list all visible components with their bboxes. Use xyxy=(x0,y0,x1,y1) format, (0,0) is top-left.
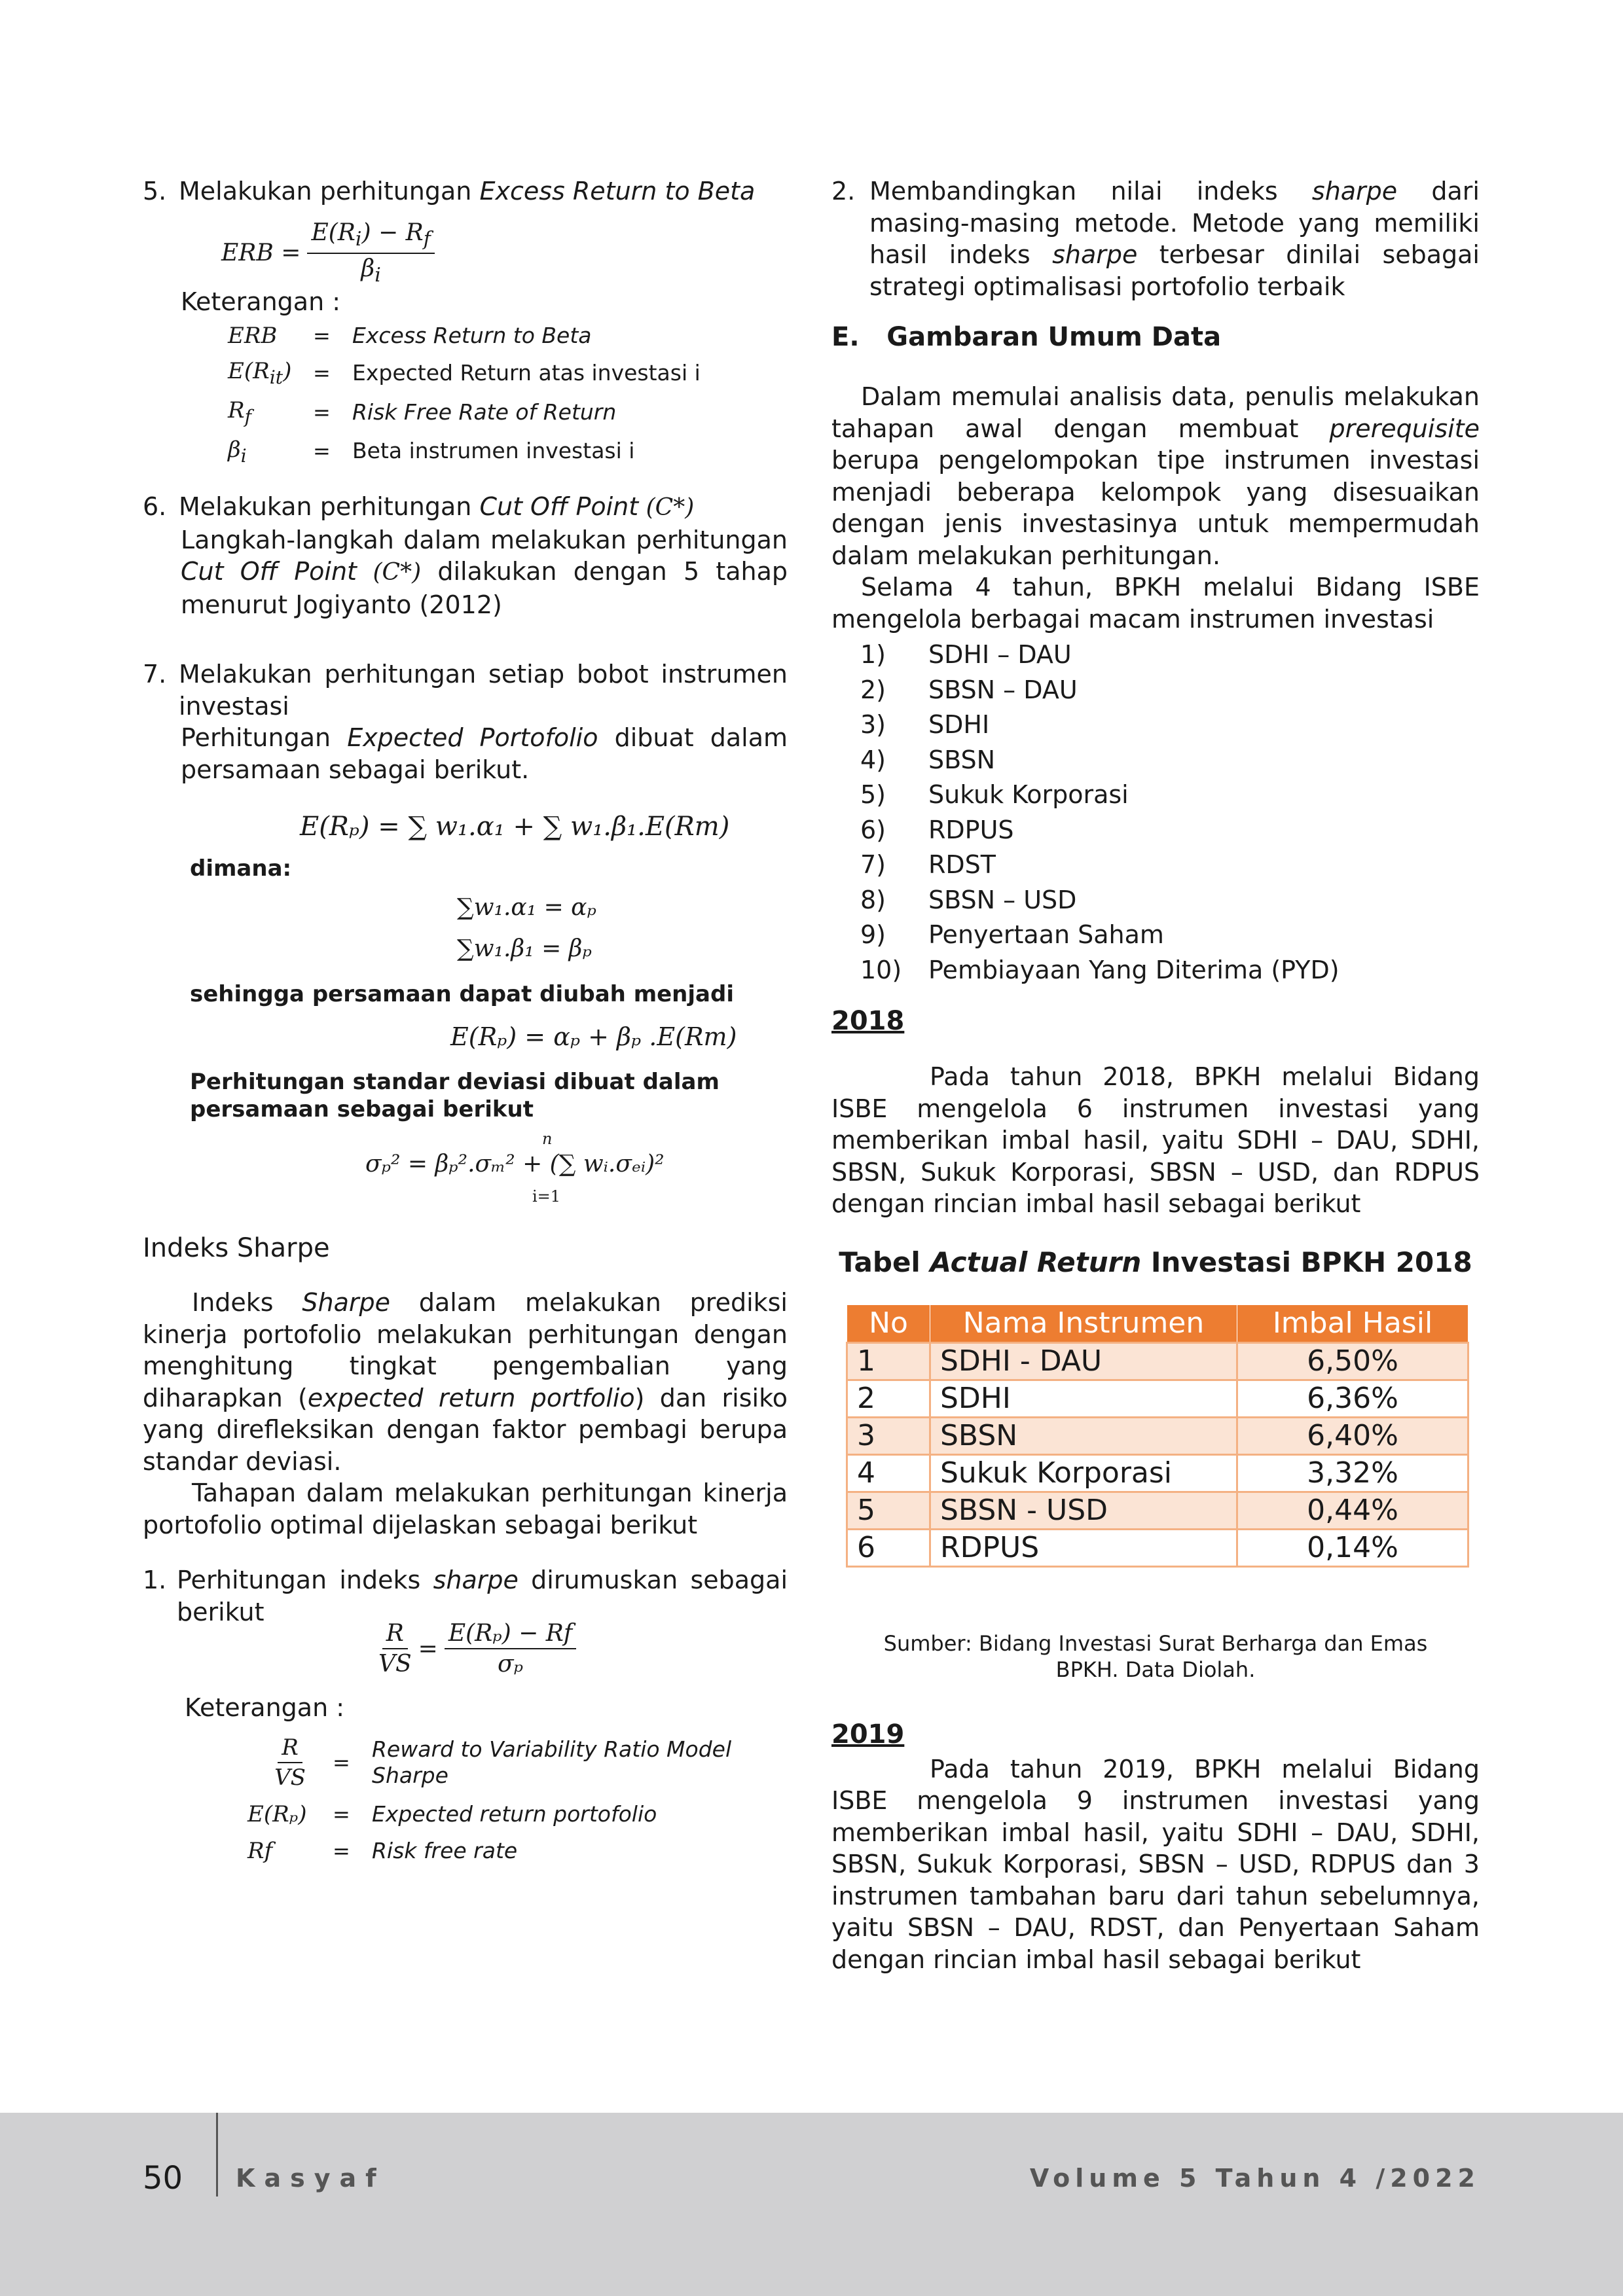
legend-symbol: $R_f$ xyxy=(228,397,252,427)
paragraph-sharpe-1: Indeks Sharpe dalam melakukan prediksi kinerja portofolio melakukan perhitungan dengan menghitung tingkat pengembalian yang diharapkan (expected return portfolio) dan risiko yang direfleksikan dengan faktor pembagi berupa standar deviasi. xyxy=(143,1288,788,1476)
legend-description: Expected return portofolio xyxy=(372,1801,657,1827)
journal-name: Kasyaf xyxy=(236,2164,386,2193)
left-column xyxy=(143,175,788,1864)
list-item: 1) SDHI – DAU xyxy=(860,640,1072,669)
cell-imbal-hasil: 6,36% xyxy=(1237,1380,1468,1417)
list-item: 4) SBSN xyxy=(860,745,996,774)
legend-description: Excess Return to Beta xyxy=(352,323,592,348)
table-header-row xyxy=(847,1304,1468,1342)
legend-equals: = xyxy=(333,1749,350,1775)
paragraph-prerequisite: Dalam memulai analisis data, penulis melakukan tahapan awal dengan membuat prerequisite berupa pengelompokan tipe instrumen investasi menjadi beberapa kelompok yang disesuaikan dengan jenis investasinya untuk mempermudah dalam melakukan perhitungan. xyxy=(831,382,1480,570)
sum-upper-limit: n xyxy=(542,1130,553,1149)
volume-label: Volume 5 Tahun 4 /2022 xyxy=(1029,2164,1480,2193)
item-number: 5. xyxy=(143,177,167,206)
paragraph-sharpe-2: Tahapan dalam melakukan perhitungan kinerja portofolio optimal dijelaskan sebagai berikut xyxy=(143,1479,788,1539)
item-2: 2. Membandingkan nilai indeks sharpe dari masing-masing metode. Metode yang memiliki hasil indeks sharpe terbesar dinilai sebagai strategi optimalisasi portofolio terbaik xyxy=(831,177,1480,301)
legend-symbol: ERB xyxy=(228,323,278,349)
footer-divider xyxy=(216,2113,218,2197)
cell-no: 4 xyxy=(847,1454,930,1492)
alpha-equation: ∑w₁.α₁ = αₚ xyxy=(457,894,596,922)
simplified-equation: E(Rₚ) = αₚ + βₚ .E(Rm) xyxy=(450,1022,737,1052)
erb-lhs: ERB = xyxy=(221,240,301,266)
column-header-imbal-hasil: Imbal Hasil xyxy=(1237,1304,1468,1342)
table-row xyxy=(847,1342,1468,1380)
paragraph-instrumen-intro: Selama 4 tahun, BPKH melalui Bidang ISBE mengelola berbagai macam instrumen investasi xyxy=(831,573,1480,634)
list-item: 6) RDPUS xyxy=(860,815,1014,844)
list-item: 2) SBSN – DAU xyxy=(860,675,1078,704)
item-5 xyxy=(143,175,788,207)
table-row xyxy=(847,1529,1468,1566)
sehingga-text: sehingga persamaan dapat diubah menjadi xyxy=(190,981,734,1008)
legend-equals: = xyxy=(313,360,331,386)
stdev-text: Perhitungan standar deviasi dibuat dalam persamaan sebagai berikut xyxy=(190,1069,720,1123)
heading-indeks-sharpe: Indeks Sharpe xyxy=(143,1233,330,1264)
instrument-list xyxy=(860,637,1480,988)
legend-description: Risk free rate xyxy=(372,1837,518,1863)
list-item: 3) SDHI xyxy=(860,710,990,739)
cell-imbal-hasil: 6,40% xyxy=(1237,1417,1468,1454)
legend-description: Reward to Variability Ratio Model Sharpe xyxy=(372,1736,732,1788)
cell-instrumen: RDPUS xyxy=(930,1529,1237,1566)
table-source-note: Sumber: Bidang Investasi Surat Berharga dan Emas BPKH. Data Diolah. xyxy=(883,1630,1428,1682)
item-6: 6. Melakukan perhitungan Cut Off Point (C*) xyxy=(143,492,695,522)
cell-no: 1 xyxy=(847,1342,930,1380)
variance-expression: σₚ² = βₚ².σₘ² + (∑ wᵢ.σₑᵢ)² xyxy=(365,1151,665,1178)
table-row xyxy=(847,1417,1468,1454)
year-2018-heading: 2018 xyxy=(831,1006,905,1036)
legend-equals: = xyxy=(313,323,331,348)
cell-no: 2 xyxy=(847,1380,930,1417)
item-6-body: Langkah-langkah dalam melakukan perhitungan Cut Off Point (C*) dilakukan dengan 5 tahap menurut Jogiyanto (2012) xyxy=(181,525,788,619)
heading-gambaran-umum-data: E. Gambaran Umum Data xyxy=(831,322,1222,352)
sum-lower-limit: i=1 xyxy=(532,1187,561,1206)
cell-imbal-hasil: 0,44% xyxy=(1237,1492,1468,1529)
table-row xyxy=(847,1454,1468,1492)
legend-symbol: $E(R_{it})$ xyxy=(228,358,292,388)
item-7-body: Perhitungan Expected Portofolio dibuat dalam persamaan sebagai berikut. xyxy=(181,723,788,784)
legend-equals: = xyxy=(313,439,331,464)
legend-symbol: $\frac{R}{VS}$ xyxy=(274,1734,306,1791)
cell-instrumen: SDHI - DAU xyxy=(930,1342,1237,1380)
item-text: Melakukan perhitungan xyxy=(179,177,480,206)
table-row xyxy=(847,1380,1468,1417)
cell-imbal-hasil: 3,32% xyxy=(1237,1454,1468,1492)
dimana-label: dimana: xyxy=(190,855,292,882)
column-header-no: No xyxy=(847,1304,930,1342)
right-column xyxy=(831,175,1480,1975)
portfolio-equation: E(Rₚ) = ∑ w₁.α₁ + ∑ w₁.β₁.E(Rm) xyxy=(300,812,730,842)
paragraph-2018: Pada tahun 2018, BPKH melalui Bidang ISBE mengelola 6 instrumen investasi yang memberikan imbal hasil, yaitu SDHI – DAU, SDHI, SBSN, Sukuk Korporasi, SBSN – USD, dan RDPUS dengan rincian imbal hasil sebagai berikut xyxy=(831,1062,1480,1218)
legend-symbol: E(Rₚ) xyxy=(247,1801,307,1827)
cell-no: 6 xyxy=(847,1529,930,1566)
legend-description: Beta instrumen investasi i xyxy=(352,438,635,464)
legend-description: Risk Free Rate of Return xyxy=(352,399,617,425)
erb-legend xyxy=(228,323,771,466)
list-item: 9) Penyertaan Saham xyxy=(860,920,1164,949)
cell-imbal-hasil: 6,50% xyxy=(1237,1342,1468,1380)
page-footer xyxy=(0,2113,1623,2296)
cell-no: 5 xyxy=(847,1492,930,1529)
variance-equation xyxy=(365,1130,788,1208)
legend-description: Expected Return atas investasi i xyxy=(352,359,701,386)
legend-symbol: Rf xyxy=(247,1837,273,1864)
cell-instrumen: SDHI xyxy=(930,1380,1237,1417)
cell-instrumen: SBSN - USD xyxy=(930,1492,1237,1529)
list-item: 10) Pembiayaan Yang Diterima (PYD) xyxy=(860,955,1340,984)
rvs-formula: $\frac{R}{VS}$ = $\frac{\text{E(Rₚ) − Rf}}{\text{σₚ}}$ xyxy=(372,1620,788,1677)
item-emphasis: Excess Return to Beta xyxy=(479,177,756,206)
erb-formula xyxy=(221,221,788,286)
list-item: 8) SBSN – USD xyxy=(860,885,1077,914)
year-2019-heading: 2019 xyxy=(831,1719,905,1749)
item-7: 7. Melakukan perhitungan setiap bobot instrumen investasi xyxy=(143,660,788,721)
cell-instrumen: SBSN xyxy=(930,1417,1237,1454)
cell-instrumen: Sukuk Korporasi xyxy=(930,1454,1237,1492)
table-row xyxy=(847,1492,1468,1529)
cell-imbal-hasil: 0,14% xyxy=(1237,1529,1468,1566)
legend-symbol: $\beta_i$ xyxy=(228,436,247,467)
actual-return-table xyxy=(846,1304,1469,1568)
step-1: 1. Perhitungan indeks sharpe dirumuskan sebagai berikut xyxy=(143,1566,788,1626)
page-number: 50 xyxy=(143,2160,183,2197)
list-item: 7) RDST xyxy=(860,850,996,879)
legend-equals: = xyxy=(333,1838,350,1863)
cell-no: 3 xyxy=(847,1417,930,1454)
erb-fraction: $\frac{E(R_i) - R_f}{\beta_i}$ xyxy=(307,219,434,286)
legend-equals: = xyxy=(313,399,331,425)
keterangan-label-2: Keterangan : xyxy=(185,1693,345,1723)
legend-equals: = xyxy=(333,1801,350,1827)
beta-equation: ∑w₁.β₁ = βₚ xyxy=(457,935,592,963)
table-caption: Tabel Actual Return Investasi BPKH 2018 xyxy=(839,1246,1472,1278)
paragraph-2019: Pada tahun 2019, BPKH melalui Bidang ISBE mengelola 9 instrumen investasi yang memberikan imbal hasil, yaitu SDHI – DAU, SDHI, SBSN, Sukuk Korporasi, SBSN – USD, RDPUS dan 3 instrumen tambahan baru dari tahun sebelumnya, yaitu SBSN – DAU, RDST, dan Penyertaan Saham dengan rincian imbal hasil sebagai berikut xyxy=(831,1754,1480,1974)
sharpe-legend xyxy=(247,1734,745,1864)
keterangan-label-1: Keterangan : xyxy=(181,287,341,316)
column-header-nama-instrumen: Nama Instrumen xyxy=(930,1304,1237,1342)
list-item: 5) Sukuk Korporasi xyxy=(860,780,1129,809)
